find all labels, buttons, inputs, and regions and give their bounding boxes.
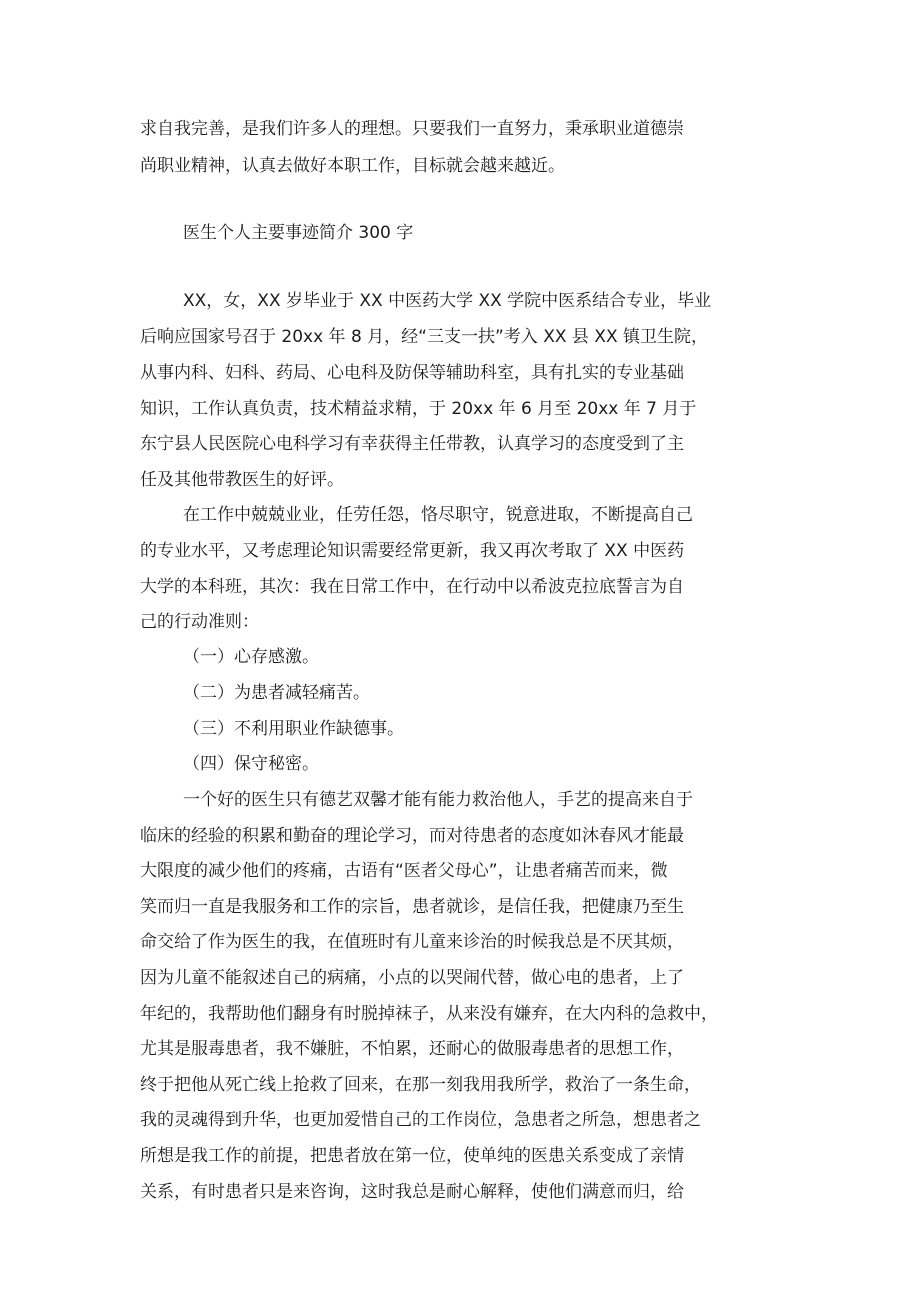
paragraph-3-line: 临床的经验的积累和勤奋的理论学习，而对待患者的态度如沐春风才能最 [140,826,684,846]
paragraph-1-line: 东宁县人民医院心电科学习有幸获得主任带教，认真学习的态度受到了主 [140,434,684,454]
paragraph-3-line: 笑而归一直是我服务和工作的宗旨，患者就诊，是信任我，把健康乃至生 [140,897,684,917]
paragraph-3-line: 大限度的减少他们的疼痛，古语有“医者父母心”，让患者痛苦而来，微 [140,861,668,881]
paragraph-3-line: 尤其是服毒患者，我不嫌脏，不怕累，还耐心的做服毒患者的思想工作， [140,1039,684,1059]
paragraph-1-line: XX，女，XX 岁毕业于 XX 中医药大学 XX 学院中医系结合专业，毕业 [183,291,712,311]
paragraph-2-line: 的专业水平，又考虑理论知识需要经常更新，我又再次考取了 XX 中医药 [140,541,685,561]
list-item: （一）心存感激。 [183,647,319,667]
paragraph-2-line: 在工作中兢兢业业，任劳任怨，恪尽职守，锐意进取，不断提高自己 [183,505,693,525]
list-item: （二）为患者减轻痛苦。 [183,683,370,703]
paragraph-3-line: 我的灵魂得到升华，也更加爱惜自己的工作岗位，急患者之所急，想患者之 [140,1110,701,1130]
paragraph-3-line: 一个好的医生只有德艺双馨才能有能力救治他人，手艺的提高来自于 [183,790,693,810]
list-item: （四）保守秘密。 [183,754,319,774]
section-heading: 医生个人主要事迹简介 300 字 [183,223,414,243]
paragraph-3-line: 命交给了作为医生的我，在值班时有儿童来诊治的时候我总是不厌其烦， [140,932,684,952]
paragraph-1-line: 后响应国家号召于 20xx 年 8 月，经“三支一扶”考入 XX 县 XX 镇卫生院， [140,327,708,347]
paragraph-3-line: 年纪的，我帮助他们翻身有时脱掉袜子，从来没有嫌弃，在大内科的急救中， [140,1004,718,1024]
paragraph-3-line: 终于把他从死亡线上抢救了回来，在那一刻我用我所学，救治了一条生命， [140,1075,701,1095]
paragraph-3-line: 因为儿童不能叙述自己的病痛，小点的以哭闹代替，做心电的患者，上了 [140,968,684,988]
paragraph-1-line: 任及其他带教医生的好评。 [140,470,344,490]
intro-line: 尚职业精神，认真去做好本职工作，目标就会越来越近。 [140,156,565,176]
list-item: （三）不利用职业作缺德事。 [183,719,404,739]
intro-line: 求自我完善，是我们许多人的理想。只要我们一直努力，秉承职业道德崇 [140,119,684,139]
paragraph-2-line: 己的行动准则： [140,612,259,632]
paragraph-2-line: 大学的本科班，其次：我在日常工作中，在行动中以希波克拉底誓言为自 [140,577,684,597]
paragraph-3-line: 关系，有时患者只是来咨询，这时我总是耐心解释，使他们满意而归，给 [140,1182,684,1202]
paragraph-1-line: 知识，工作认真负责，技术精益求精，于 20xx 年 6 月至 20xx 年 7 月于 [140,399,697,419]
paragraph-3-line: 所想是我工作的前提，把患者放在第一位，使单纯的医患关系变成了亲情 [140,1146,684,1166]
paragraph-1-line: 从事内科、妇科、药局、心电科及防保等辅助科室，具有扎实的专业基础 [140,363,684,383]
